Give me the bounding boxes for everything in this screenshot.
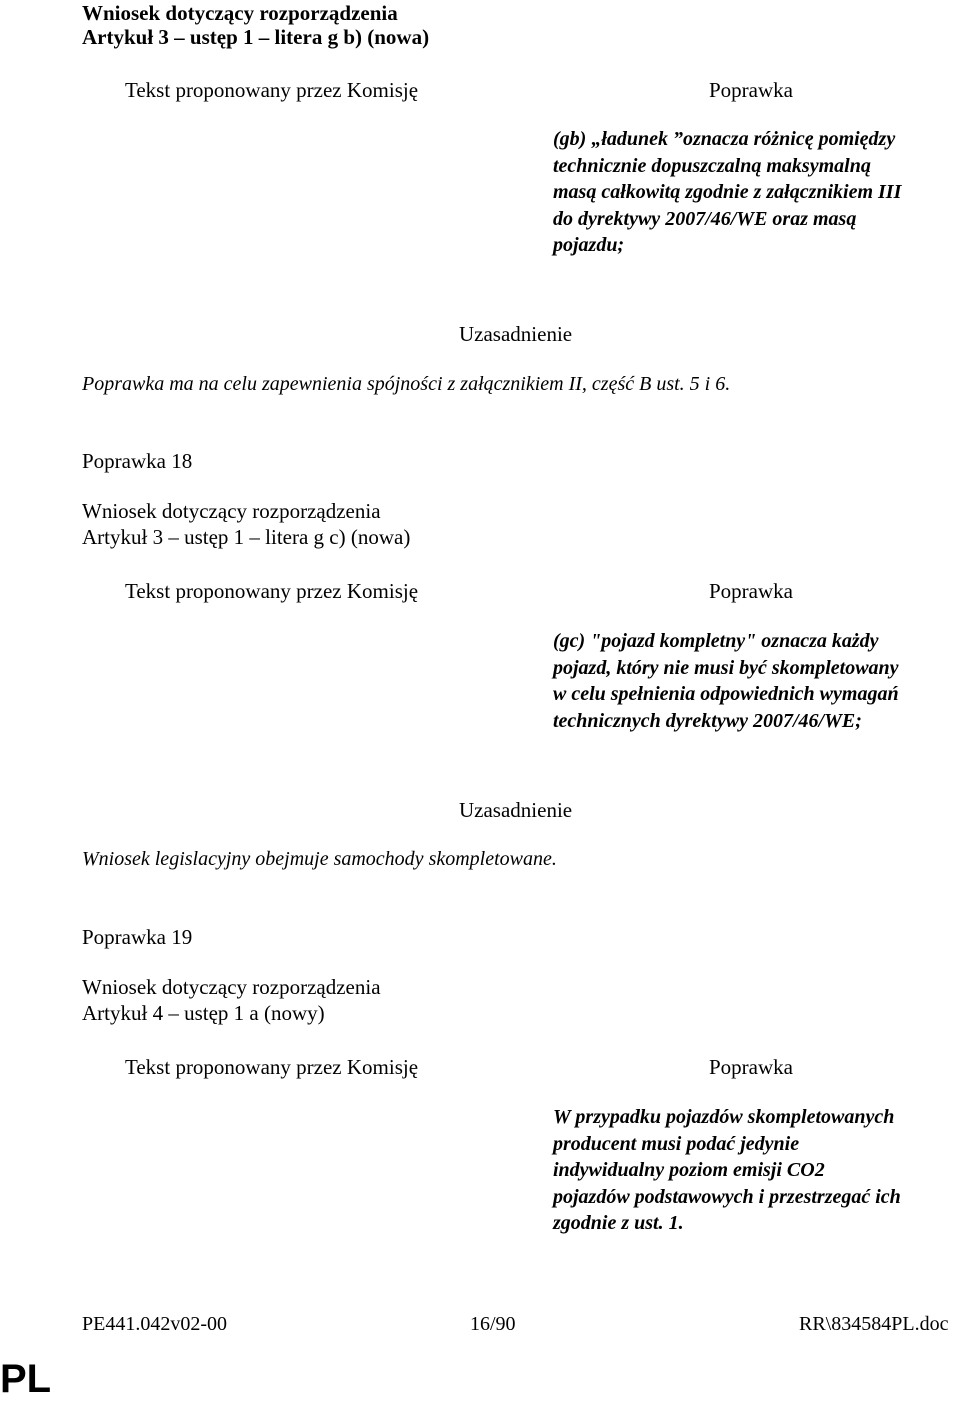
column-header-commission-text: Tekst proponowany przez Komisję (125, 579, 419, 603)
amendment-text-line: pojazdów podstawowych i przestrzegać ich (553, 1185, 901, 1208)
amendment-number-19: Poprawka 19 (82, 925, 193, 949)
footer-doc-ref: PE441.042v02-00 (82, 1313, 227, 1335)
amendment-number-18: Poprawka 18 (82, 449, 193, 473)
amendment-text-line: w celu spełnienia odpowiednich wymagań (553, 683, 899, 705)
amendment-text-line: (gb) „ładunek ”oznacza różnicę pomiędzy (553, 128, 896, 150)
amendment-text-line: technicznych dyrektywy 2007/46/WE; (553, 709, 862, 732)
column-header-amendment: Poprawka (709, 1055, 793, 1079)
article-heading-line1: Wniosek dotyczący rozporządzenia (82, 1, 398, 25)
amendment-text-line: pojazd, który nie musi być skompletowany (553, 656, 899, 679)
language-tag: PL (0, 1357, 52, 1401)
footer-page-number: 16/90 (470, 1313, 516, 1335)
footer-file-ref: RR\834584PL.doc (799, 1313, 949, 1335)
justification-text: Wniosek legislacyjny obejmuje samochody skompletowane. (82, 848, 557, 870)
amendment-text-line: masą całkowitą zgodnie z załącznikiem III (553, 181, 902, 203)
justification-title: Uzasadnienie (459, 798, 573, 822)
justification-text: Poprawka ma na celu zapewnienia spójności z załącznikiem II, część B ust. 5 i 6. (82, 373, 731, 395)
amendment-text-article4 (553, 1104, 901, 1237)
amendment-text-gb (553, 126, 901, 259)
justification-title: Uzasadnienie (459, 322, 573, 346)
amendment-text-gc (553, 628, 899, 734)
column-header-commission-text: Tekst proponowany przez Komisję (125, 1055, 419, 1079)
column-header-commission-text: Tekst proponowany przez Komisję (125, 78, 419, 102)
article-heading-line2: Artykuł 3 – ustęp 1 – litera g c) (nowa) (82, 525, 411, 549)
column-header-amendment: Poprawka (709, 579, 793, 603)
article-heading-line2: Artykuł 4 – ustęp 1 a (nowy) (82, 1001, 325, 1025)
amendment-text-line: do dyrektywy 2007/46/WE oraz masą (553, 207, 857, 230)
column-header-amendment: Poprawka (709, 78, 793, 102)
amendment-text-line: (gc) "pojazd kompletny" oznacza każdy (553, 630, 879, 652)
amendment-text-line: producent musi podać jedynie (553, 1132, 800, 1155)
amendment-text-line: W przypadku pojazdów skompletowanych (553, 1106, 895, 1128)
amendment-text-line: zgodnie z ust. 1. (553, 1212, 684, 1234)
amendment-text-line: technicznie dopuszczalną maksymalną (553, 154, 871, 177)
article-heading-line1: Wniosek dotyczący rozporządzenia (82, 499, 381, 523)
article-heading-line2: Artykuł 3 – ustęp 1 – litera g b) (nowa) (82, 25, 430, 49)
article-heading-line1: Wniosek dotyczący rozporządzenia (82, 975, 381, 999)
amendment-text-line: indywidualny poziom emisji CO2 (553, 1159, 825, 1181)
amendment-text-line: pojazdu; (553, 234, 625, 256)
